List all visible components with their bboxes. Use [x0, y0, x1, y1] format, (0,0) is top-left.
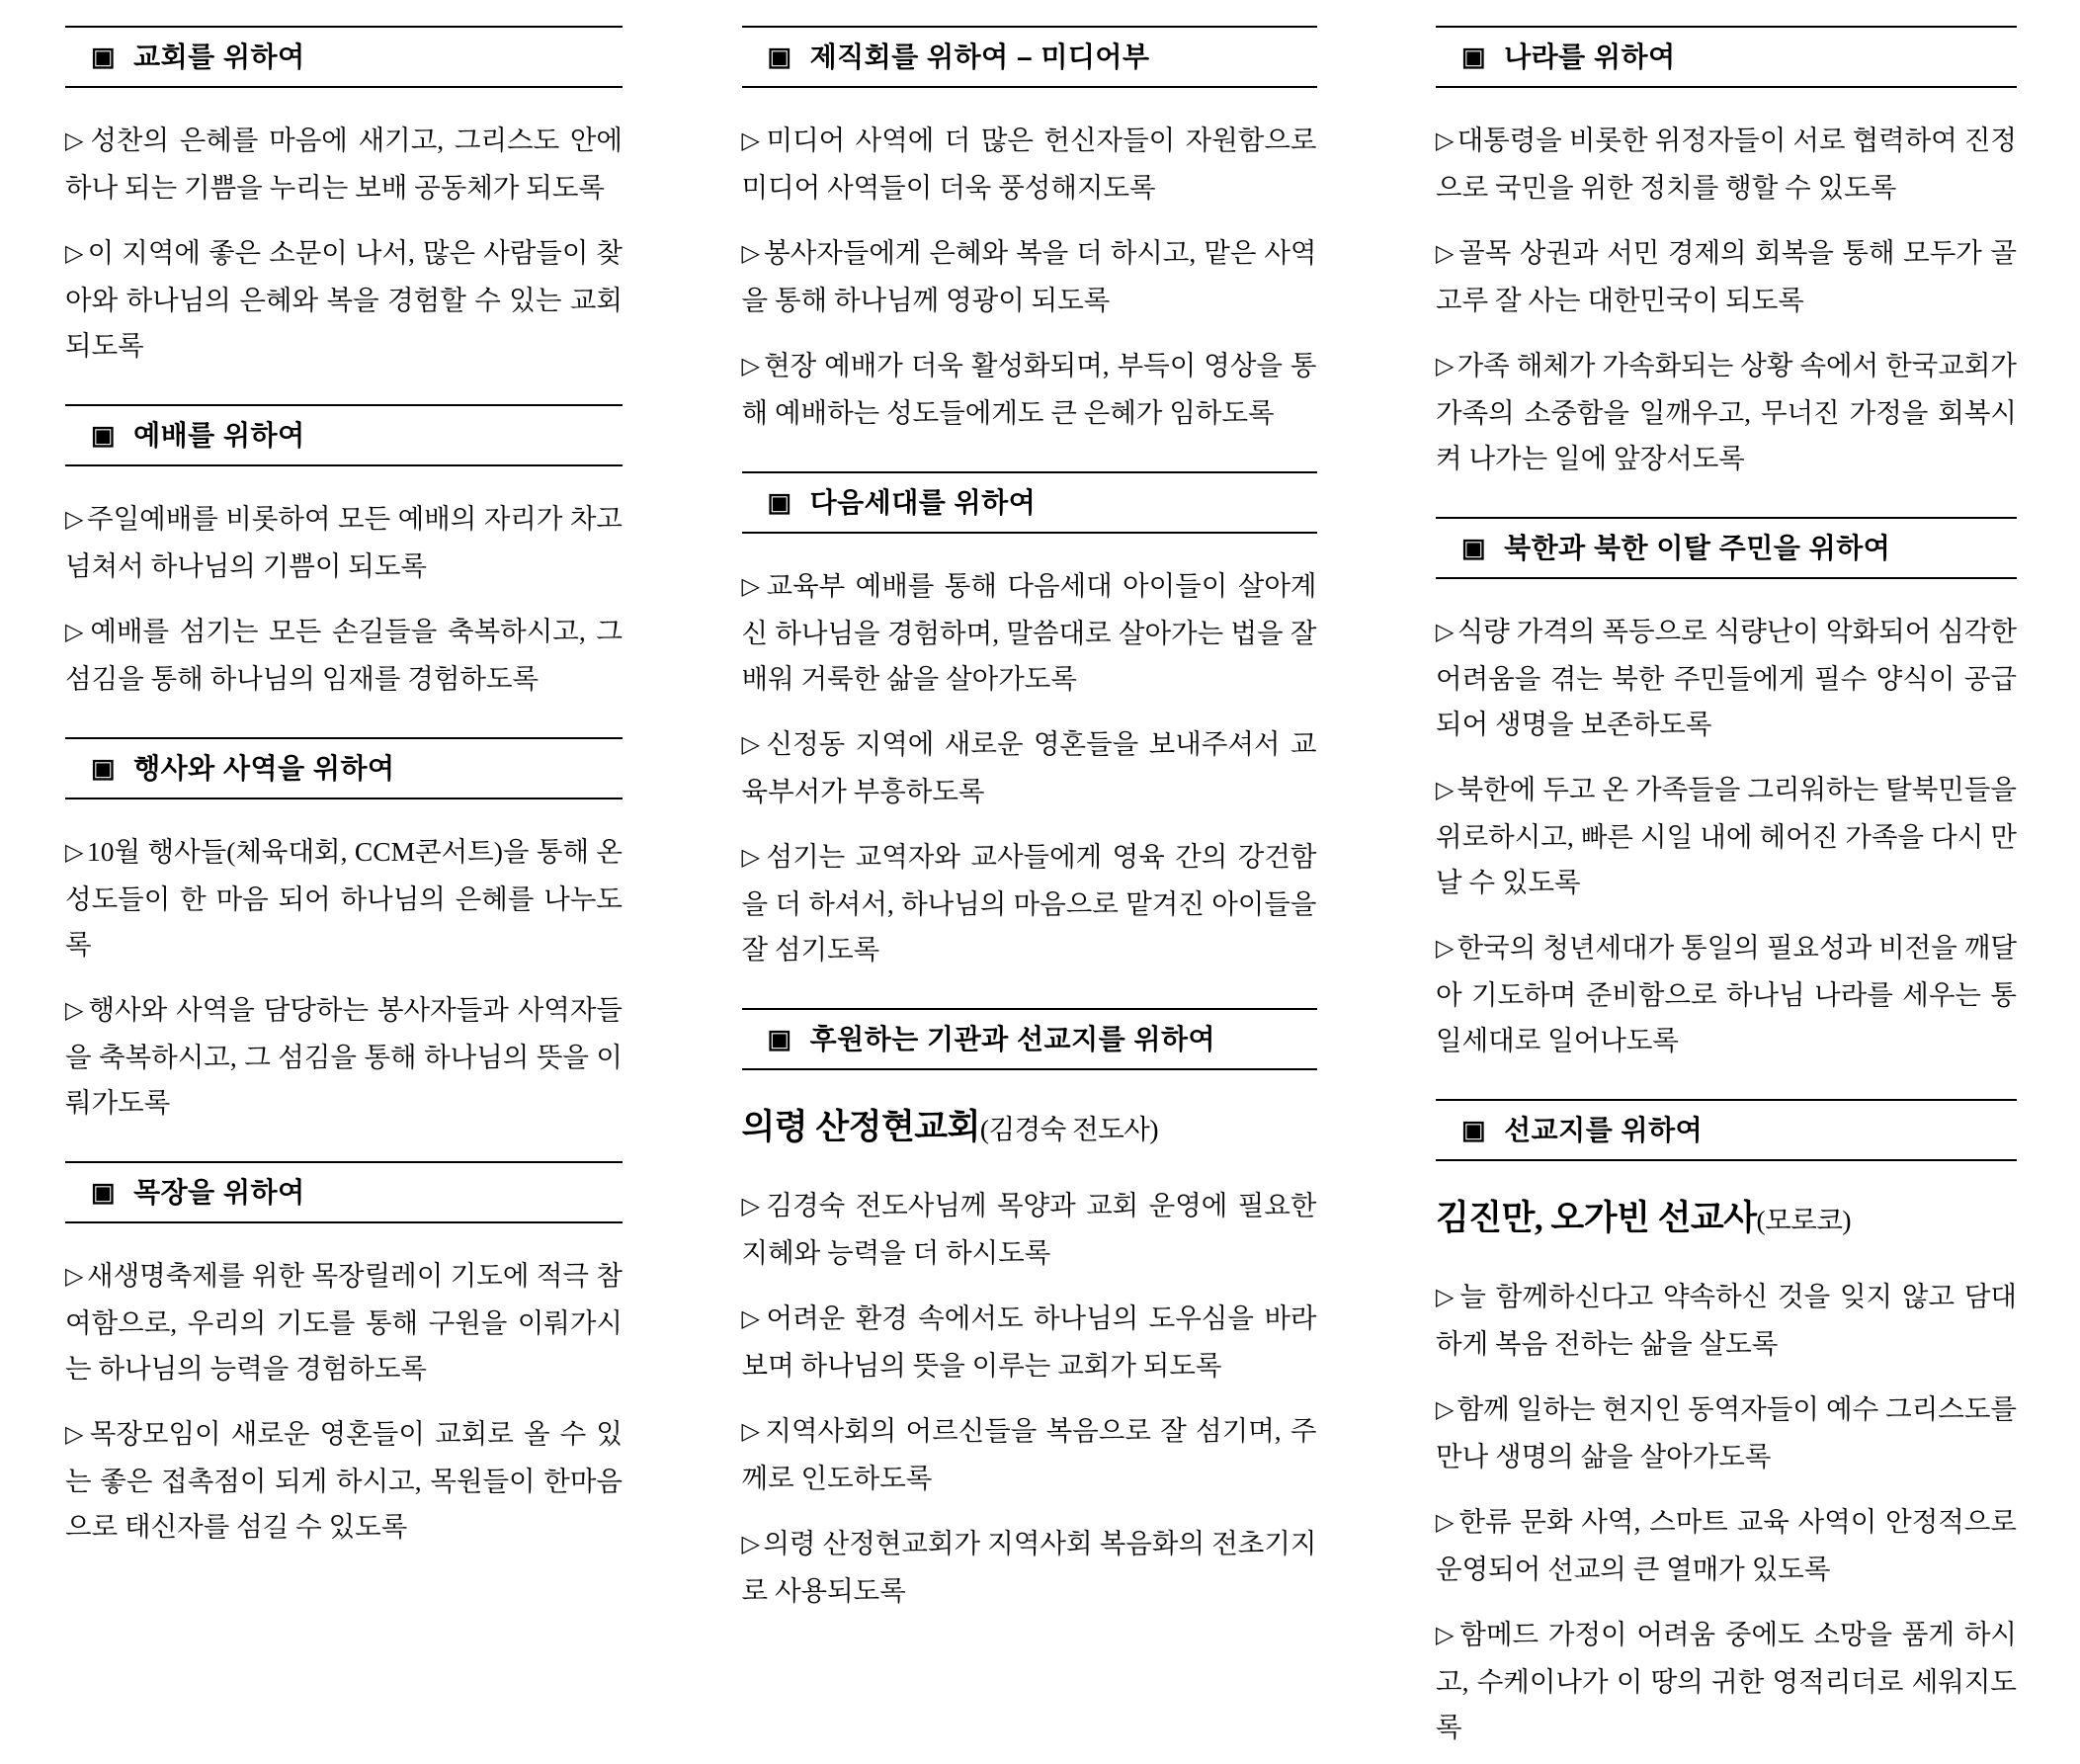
prayer-item-text: 봉사자들에게 은혜와 복을 더 하시고, 맡은 사역을 통해 하나님께 영광이 되도록 [741, 237, 1317, 315]
section-marker-icon: ▣ [91, 1177, 117, 1207]
bullet-icon: ▷ [1436, 241, 1456, 267]
section-marker-icon: ▣ [91, 42, 117, 71]
prayer-item [742, 1183, 1317, 1276]
prayer-item-text: 성찬의 은혜를 마음에 새기고, 그리스도 안에 하나 되는 기쁨을 누리는 보배 공동체가 되도록 [65, 125, 623, 203]
prayer-item [742, 230, 1317, 323]
prayer-item [65, 609, 623, 702]
prayer-item [1436, 767, 2017, 905]
section-body [742, 534, 1317, 986]
bullet-icon: ▷ [65, 1422, 87, 1448]
bullet-icon: ▷ [741, 732, 764, 758]
bullet-icon: ▷ [741, 128, 764, 154]
prayer-item [742, 1296, 1317, 1388]
bullet-icon: ▷ [1436, 620, 1455, 645]
prayer-item [742, 118, 1317, 210]
section-subtitle [1436, 1197, 2017, 1242]
prayer-item-text: 미디어 사역에 더 많은 헌신자들이 자원함으로 미디어 사역들이 더욱 풍성해지도록 [741, 125, 1317, 203]
section-marker-icon: ▣ [91, 420, 117, 450]
bullet-icon: ▷ [1436, 354, 1455, 379]
prayer-item [1436, 343, 2017, 481]
section-marker-icon: ▣ [91, 753, 117, 783]
prayer-item [65, 829, 623, 967]
prayer-item-text: 북한에 두고 온 가족들을 그리워하는 탈북민들을 위로하시고, 빠른 시일 내에 헤어진 가족을 다시 만날 수 있도록 [1436, 774, 2017, 897]
section-body [65, 466, 623, 715]
bullet-icon: ▷ [741, 241, 762, 267]
prayer-item-text: 어려운 환경 속에서도 하나님의 도우심을 바라보며 하나님의 뜻을 이루는 교회가 되도록 [741, 1302, 1317, 1381]
prayer-section [742, 26, 1317, 450]
section-marker-icon: ▣ [1461, 42, 1487, 71]
prayer-item-text: 의령 산정현교회가 지역사회 복음화의 전초기지로 사용되도록 [741, 1528, 1317, 1606]
section-body [65, 1223, 623, 1563]
bullet-icon: ▷ [741, 574, 764, 600]
subtitle-detail: (모로코) [1756, 1205, 1852, 1235]
section-body [1436, 88, 2017, 495]
prayer-item [1436, 1612, 2017, 1750]
prayer-item-text: 함께 일하는 현지인 동역자들이 예수 그리스도를 만나 생명의 삶을 살아가도록 [1436, 1393, 2017, 1471]
section-header [65, 737, 623, 799]
bullet-icon: ▷ [1436, 128, 1455, 154]
section-header [65, 26, 623, 88]
prayer-item [1436, 609, 2017, 747]
bullet-icon: ▷ [741, 1419, 763, 1445]
section-title: 나라를 위하여 [1504, 42, 1676, 72]
prayer-section [1436, 1099, 2017, 1764]
prayer-section [1436, 26, 2017, 495]
section-title: 교회를 위하여 [133, 42, 305, 72]
section-header [1436, 1099, 2017, 1161]
prayer-item-text: 골목 상권과 서민 경제의 회복을 통해 모두가 골고루 잘 사는 대한민국이 되도록 [1436, 237, 2017, 315]
section-body [65, 88, 623, 382]
bullet-icon: ▷ [1436, 1623, 1457, 1648]
section-marker-icon: ▣ [767, 487, 792, 517]
section-body [742, 1070, 1317, 1628]
section-marker-icon: ▣ [1461, 533, 1487, 562]
prayer-section [742, 471, 1317, 986]
prayer-section [742, 1008, 1317, 1628]
section-header [742, 1008, 1317, 1070]
prayer-item-text: 가족 해체가 가속화되는 상황 속에서 한국교회가 가족의 소중함을 일깨우고, 무너진 가정을 회복시켜 나가는 일에 앞장서도록 [1436, 350, 2017, 473]
section-marker-icon: ▣ [767, 1024, 792, 1053]
prayer-item [742, 1521, 1317, 1614]
prayer-item [742, 563, 1317, 702]
prayer-item-text: 대통령을 비롯한 위정자들이 서로 협력하여 진정으로 국민을 위한 정치를 행할 수 있도록 [1436, 125, 2017, 203]
bullet-icon: ▷ [1436, 1397, 1455, 1423]
section-subtitle [742, 1106, 1317, 1151]
section-marker-icon: ▣ [1461, 1115, 1487, 1144]
prayer-item [1436, 118, 2017, 210]
section-header [1436, 26, 2017, 88]
prayer-item-text: 김경숙 전도사님께 목양과 교회 운영에 필요한 지혜와 능력을 더 하시도록 [741, 1190, 1317, 1268]
prayer-item-text: 신정동 지역에 새로운 영혼들을 보내주셔서 교육부서가 부흥하도록 [741, 728, 1317, 806]
bullet-icon: ▷ [65, 1264, 85, 1290]
bullet-icon: ▷ [741, 1306, 764, 1332]
prayer-item [1436, 1499, 2017, 1592]
prayer-item [1436, 230, 2017, 323]
section-header [65, 404, 623, 466]
bullet-icon: ▷ [65, 998, 86, 1024]
prayer-item-text: 현장 예배가 더욱 활성화되며, 부득이 영상을 통해 예배하는 성도들에게도 큰 은혜가 임하도록 [741, 350, 1317, 428]
section-body [742, 88, 1317, 450]
prayer-item-text: 함메드 가정이 어려움 중에도 소망을 품게 하시고, 수케이나가 이 땅의 귀한 영적리더로 세워지도록 [1436, 1619, 2018, 1742]
section-title: 다음세대를 위하여 [809, 487, 1037, 518]
prayer-item-text: 지역사회의 어르신들을 복음으로 잘 섬기며, 주께로 인도하도록 [741, 1415, 1317, 1493]
section-header [65, 1161, 623, 1223]
prayer-item [1436, 1274, 2017, 1367]
prayer-item [65, 1253, 623, 1391]
prayer-section [65, 1161, 623, 1563]
prayer-item-text: 식량 가격의 폭등으로 식량난이 악화되어 심각한 어려움을 겪는 북한 주민들에게 필수 양식이 공급되어 생명을 보존하도록 [1436, 616, 2017, 739]
prayer-section [65, 404, 623, 715]
prayer-item-text: 늘 함께하신다고 약속하신 것을 잊지 않고 담대하게 복음 전하는 삶을 살도록 [1436, 1281, 2018, 1359]
prayer-item [742, 721, 1317, 814]
prayer-item-text: 예배를 섬기는 모든 손길들을 축복하시고, 그 섬김을 통해 하나님의 임재를 경험하도록 [65, 616, 623, 694]
bullet-icon: ▷ [65, 241, 85, 267]
prayer-item [65, 987, 623, 1126]
bullet-icon: ▷ [65, 507, 85, 533]
prayer-item-text: 새생명축제를 위한 목장릴레이 기도에 적극 참여함으로, 우리의 기도를 통해 구원을 이뤄가시는 하나님의 능력을 경험하도록 [65, 1260, 623, 1384]
prayer-item-text: 한류 문화 사역, 스마트 교육 사역이 안정적으로 운영되어 선교의 큰 열매가 있도록 [1436, 1506, 2017, 1584]
bullet-icon: ▷ [741, 1194, 764, 1219]
prayer-section [65, 26, 623, 382]
prayer-item [65, 118, 623, 210]
prayer-item-text: 행사와 사역을 담당하는 봉사자들과 사역자들을 축복하시고, 그 섬김을 통해 하나님의 뜻을 이뤄가도록 [65, 994, 624, 1118]
prayer-item-text: 목장모임이 새로운 영혼들이 교회로 올 수 있는 좋은 접촉점이 되게 하시고, 목원들이 한마음으로 태신자를 섬길 수 있도록 [65, 1418, 623, 1542]
section-header [1436, 517, 2017, 579]
subtitle-detail: (김경숙 전도사) [979, 1114, 1159, 1144]
prayer-item [65, 1411, 623, 1550]
bullet-icon: ▷ [65, 128, 88, 154]
section-title: 행사와 사역을 위하여 [133, 753, 395, 784]
prayer-item [1436, 1386, 2017, 1479]
section-title: 후원하는 기관과 선교지를 위하여 [809, 1024, 1216, 1054]
prayer-item-text: 교육부 예배를 통해 다음세대 아이들이 살아계신 하나님을 경험하며, 말씀대로 살아가는 법을 잘 배워 거룩한 삶을 살아가도록 [741, 570, 1317, 694]
section-title: 예배를 위하여 [133, 420, 305, 451]
prayer-item [65, 230, 623, 369]
bullet-icon: ▷ [741, 845, 764, 871]
subtitle-name: 김진만, 오가빈 선교사 [1436, 1199, 1757, 1237]
section-body [1436, 1161, 2017, 1764]
section-title: 제직회를 위하여 – 미디어부 [809, 42, 1150, 72]
prayer-item [1436, 925, 2017, 1063]
prayer-section [1436, 517, 2017, 1077]
prayer-item-text: 주일예배를 비롯하여 모든 예배의 자리가 차고 넘쳐서 하나님의 기쁨이 되도록 [65, 503, 623, 581]
bullet-icon: ▷ [65, 840, 85, 866]
bullet-icon: ▷ [741, 354, 762, 379]
prayer-item-text: 한국의 청년세대가 통일의 필요성과 비전을 깨달아 기도하며 준비함으로 하나님 나라를 세우는 통일세대로 일어나도록 [1436, 932, 2017, 1055]
bullet-icon: ▷ [1436, 1510, 1456, 1536]
prayer-item-text: 섬기는 교역자와 교사들에게 영육 간의 강건함을 더 하셔서, 하나님의 마음으로 맡겨진 아이들을 잘 섬기도록 [741, 841, 1317, 965]
section-title: 목장을 위하여 [133, 1177, 305, 1208]
prayer-item [742, 1408, 1317, 1501]
prayer-item [65, 496, 623, 589]
prayer-item-text: 이 지역에 좋은 소문이 나서, 많은 사람들이 찾아와 하나님의 은혜와 복을 경험할 수 있는 교회 되도록 [65, 237, 623, 361]
bulletin-column-center [741, 26, 1317, 1606]
bulletin-column-left [65, 26, 624, 1542]
bullet-icon: ▷ [65, 620, 88, 645]
prayer-item-text: 10월 행사들(체육대회, CCM콘서트)을 통해 온 성도들이 한 마음 되어 하나님의 은혜를 나누도록 [65, 836, 623, 960]
prayer-item [742, 343, 1317, 436]
section-marker-icon: ▣ [767, 42, 792, 71]
section-header [742, 471, 1317, 534]
bulletin-column-right [1436, 26, 2018, 1742]
section-title: 선교지를 위하여 [1504, 1115, 1704, 1145]
prayer-item [742, 834, 1317, 972]
section-header [742, 26, 1317, 88]
section-body [65, 799, 623, 1139]
bullet-icon: ▷ [741, 1532, 761, 1557]
bullet-icon: ▷ [1436, 778, 1455, 803]
bullet-icon: ▷ [1436, 1285, 1457, 1310]
section-title: 북한과 북한 이탈 주민을 위하여 [1504, 533, 1891, 563]
subtitle-name: 의령 산정현교회 [741, 1108, 980, 1146]
prayer-section [65, 737, 623, 1139]
section-body [1436, 579, 2017, 1077]
bullet-icon: ▷ [1436, 936, 1455, 962]
